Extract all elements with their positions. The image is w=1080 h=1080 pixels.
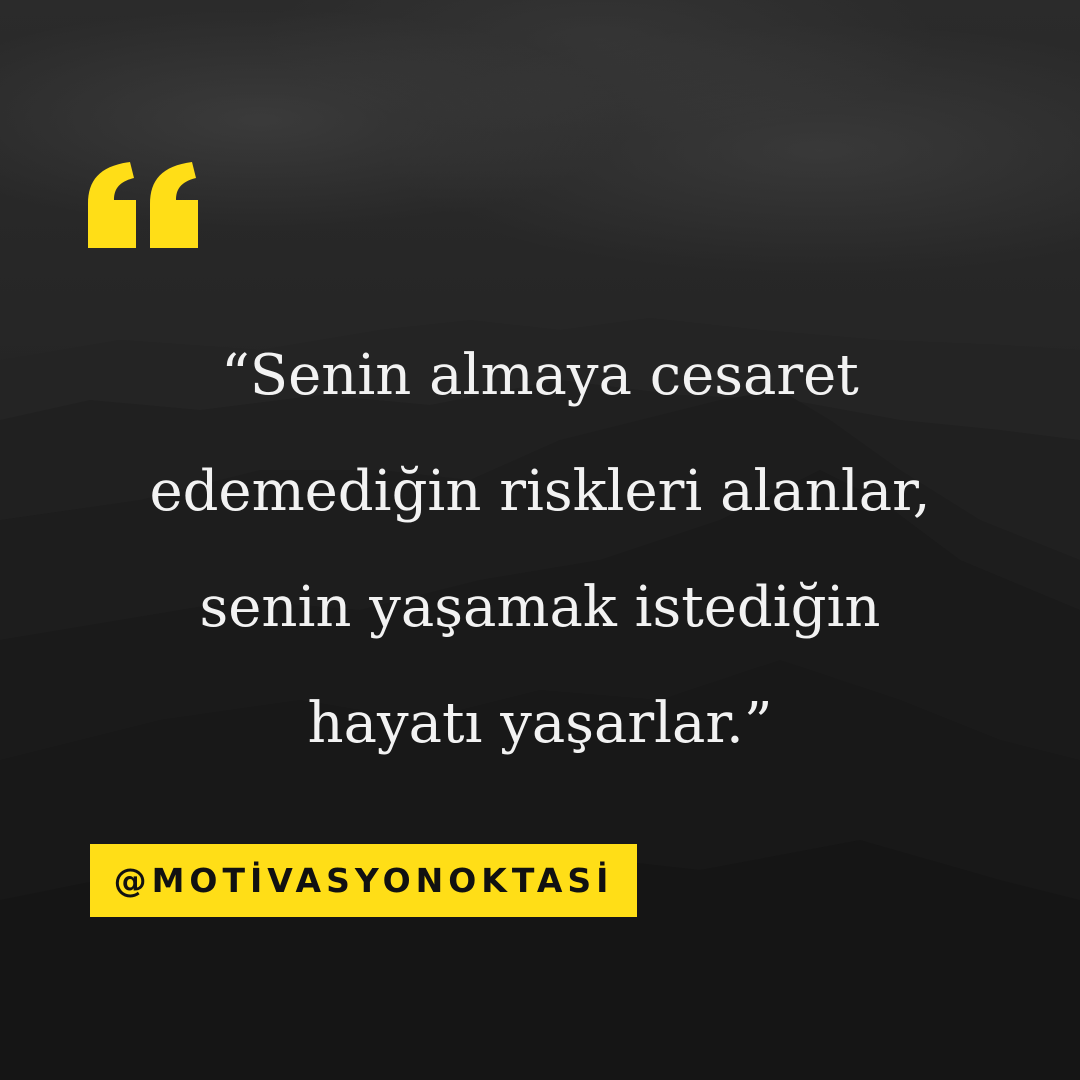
- handle-label: @MOTİVASYONOKTASİ: [113, 861, 614, 900]
- quote-line-3: senin yaşamak istediğin: [199, 575, 881, 640]
- handle-badge: [90, 844, 637, 917]
- quote-line-1: “Senin almaya cesaret: [221, 343, 859, 408]
- quote-line-2: edemediğin riskleri alanlar,: [149, 459, 931, 524]
- quote-open-icon: [88, 162, 200, 248]
- quote-text: [60, 318, 1020, 782]
- quote-line-4: hayatı yaşarlar.”: [307, 691, 773, 756]
